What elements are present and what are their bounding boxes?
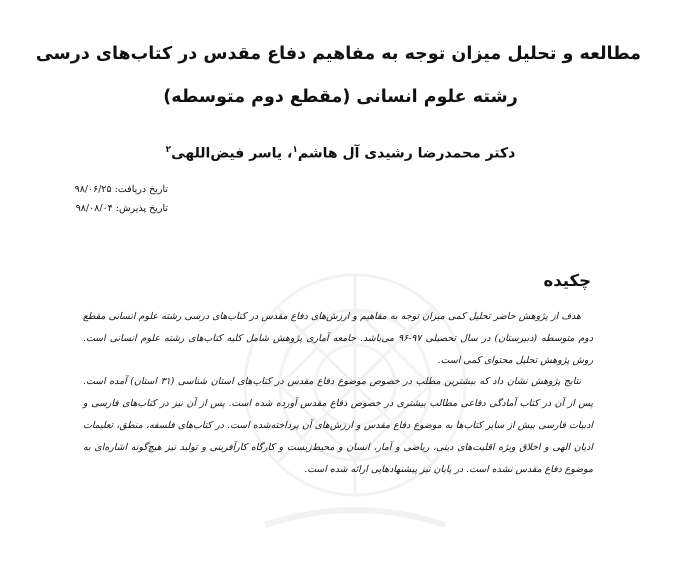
abstract-body (83, 306, 593, 480)
received-date: تاریخ دریافت: ۹۸/۰۶/۲۵ (74, 184, 168, 195)
accepted-date: تاریخ پذیرش: ۹۸/۰۸/۰۴ (75, 203, 168, 214)
abstract-paragraph-2: نتایج پژوهش نشان داد که بیشترین مطلب در خصوص موضوع دفاع مقدس در کتاب‌های استان شناسی (۳۱ استان) آمده است. پس از آن در کتاب آمادگی دفاعی مطالب بیشتری در خصوص دفاع مقدس آورده شده است. پس از آن نیز در کتاب‌های فارسی و ادبیات فارسی بیش از سایر کتاب‌ها به موضوع دفاع مقدس و ارزش‌های آن پرداخته‌شده است. در کتاب‌های فلسفه، منطق، تعلیمات ادیان الهی و اخلاق ویژه اقلیت‌های دینی، ریاضی و آمار، انسان و محیط‌زیست و کارگاه کارآفرینی و تولید نیز هیچ‌گونه اشاره‌ای به موضوع دفاع مقدس نشده است. در پایان نیز پیشنهادهایی ارائه شده است. (83, 376, 593, 475)
paper-title-line-1: مطالعه و تحلیل میزان توجه به مفاهیم دفاع مقدس در کتاب‌های درسی (35, 44, 641, 64)
author-2-name: یاسر فیض‌اللهی (171, 145, 283, 162)
paper-title-line-2: رشته علوم انسانی (مقطع دوم متوسطه) (163, 87, 518, 107)
author-2-footnote-mark: ۲ (165, 145, 172, 155)
author-1-footnote-mark: ۱ (292, 145, 298, 155)
author-separator: ، (282, 145, 293, 162)
submission-dates (28, 180, 168, 218)
abstract-heading: چکیده (543, 271, 591, 290)
author-line (40, 145, 641, 162)
abstract-paragraph-1: هدف از پژوهش حاضر تحلیل کمی میزان توجه به مفاهیم و ارزش‌های دفاع مقدس در کتاب‌های درسی رشته علوم انسانی مقطع دوم متوسطه (دبیرستان) در سال تحصیلی ۹۷-۹۶ می‌باشد. جامعه آماری پژوهش شامل کلیه کتاب‌های رشته علوم انسانی است. روش پژوهش تحلیل محتوای کمی است. (83, 311, 593, 366)
author-1-name: دکتر محمدرضا رشیدی آل هاشم (297, 145, 516, 162)
